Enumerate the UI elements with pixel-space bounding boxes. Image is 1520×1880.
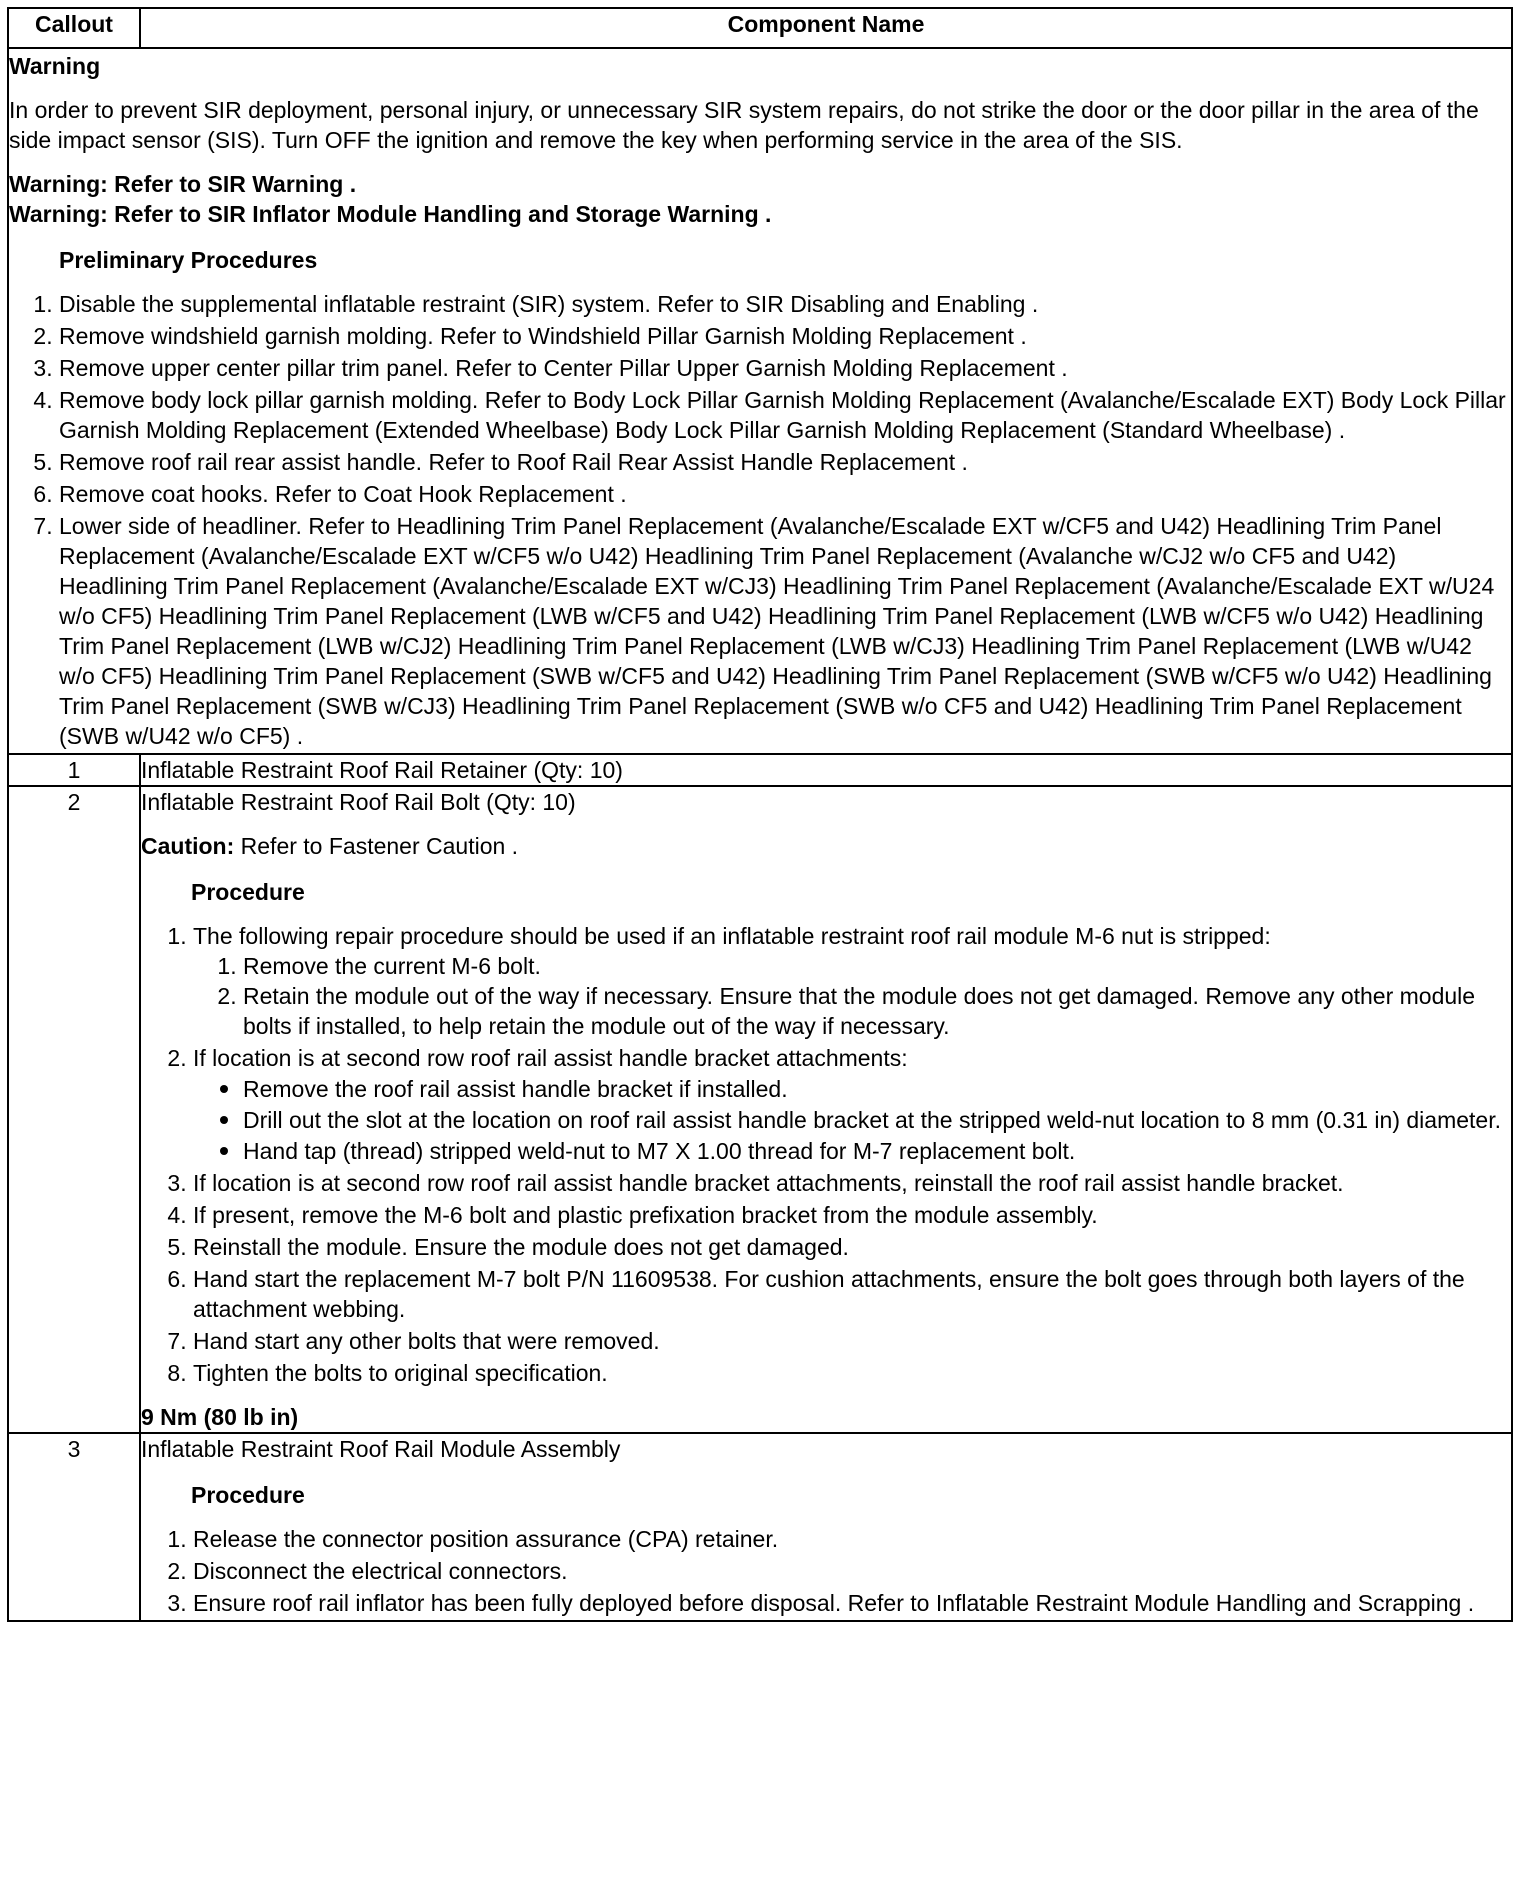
procedure-step-text: If location is at second row roof rail assist handle bracket attachments: <box>193 1045 908 1071</box>
bullet-item: • Remove the roof rail assist handle bracket if installed. <box>243 1073 1511 1104</box>
header-callout: Callout <box>8 8 140 48</box>
preliminary-procedures-title: Preliminary Procedures <box>59 247 318 273</box>
procedure-step: 5. Reinstall the module. Ensure the module does not get damaged. <box>193 1232 1511 1262</box>
procedure-step <box>193 921 1511 1041</box>
warning-ref-sir: Warning: Refer to SIR Warning . <box>9 171 357 197</box>
intro-row <box>8 48 1512 754</box>
header-component-name: Component Name <box>140 8 1512 48</box>
prelim-step: 4. Remove body lock pillar garnish molding. Refer to Body Lock Pillar Garnish Molding Replacement (Avalanche/Escalade EXT) Body Lock Pillar Garnish Molding Replacement (Extended Wheelbase) Body Lock Pillar Garnish Molding Replacement (Standard Wheelbase) . <box>59 385 1511 445</box>
procedure-step: 3. If location is at second row roof rail assist handle bracket attachments, reinstall the roof rail assist handle bracket. <box>193 1168 1511 1198</box>
bullet-item: • Hand tap (thread) stripped weld-nut to M7 X 1.00 thread for M-7 replacement bolt. <box>243 1135 1511 1166</box>
warning-text: In order to prevent SIR deployment, personal injury, or unnecessary SIR system repairs, do not strike the door or the door pillar in the area of the side impact sensor (SIS). Turn OFF the ignition and remove the key when performing service in the area of the SIS. <box>9 97 1479 153</box>
bullet-list <box>193 1073 1511 1166</box>
warning-references <box>9 169 1511 229</box>
callout-1: 1 <box>8 754 140 786</box>
procedure-step-text: The following repair procedure should be used if an inflatable restraint roof rail module M-6 nut is stripped: <box>193 923 1271 949</box>
prelim-step: 5. Remove roof rail rear assist handle. Refer to Roof Rail Rear Assist Handle Replacement . <box>59 447 1511 477</box>
procedure-step: 4. If present, remove the M-6 bolt and plastic prefixation bracket from the module assembly. <box>193 1200 1511 1230</box>
caution-line <box>141 831 1511 861</box>
procedure-step: 8. Tighten the bolts to original specification. <box>193 1358 1511 1388</box>
warning-title: Warning <box>9 53 101 79</box>
bullet-item: • Drill out the slot at the location on roof rail assist handle bracket at the stripped weld-nut location to 8 mm (0.31 in) diameter. <box>243 1104 1511 1135</box>
intro-cell <box>8 48 1512 754</box>
procedure-step: 7. Hand start any other bolts that were removed. <box>193 1326 1511 1356</box>
sub-step: 1. Remove the current M-6 bolt. <box>243 951 1511 981</box>
procedure-step: 6. Hand start the replacement M-7 bolt P/N 11609538. For cushion attachments, ensure the bolt goes through both layers of the attachment webbing. <box>193 1264 1511 1324</box>
procedure-step: 3. Ensure roof rail inflator has been fully deployed before disposal. Refer to Inflatable Restraint Module Handling and Scrapping . <box>193 1588 1511 1618</box>
component-table <box>7 7 1513 1622</box>
caution-text: Refer to Fastener Caution . <box>234 833 519 859</box>
component-name-2: Inflatable Restraint Roof Rail Bolt (Qty: 10) <box>141 789 576 815</box>
component-name-3: Inflatable Restraint Roof Rail Module Assembly <box>141 1436 621 1462</box>
procedure-title-3: Procedure <box>191 1482 305 1508</box>
header-row <box>8 8 1512 48</box>
torque-spec: 9 Nm (80 lb in) <box>141 1404 299 1430</box>
procedure-steps-2 <box>141 921 1511 1388</box>
callout-2: 2 <box>8 786 140 1433</box>
prelim-step: 1. Disable the supplemental inflatable restraint (SIR) system. Refer to SIR Disabling and Enabling . <box>59 289 1511 319</box>
sub-steps <box>193 951 1511 1041</box>
component-cell-3 <box>140 1433 1512 1621</box>
prelim-step: 6. Remove coat hooks. Refer to Coat Hook Replacement . <box>59 479 1511 509</box>
procedure-step: 2. Disconnect the electrical connectors. <box>193 1556 1511 1586</box>
procedure-step <box>193 1043 1511 1166</box>
preliminary-steps <box>9 289 1511 751</box>
prelim-step: 2. Remove windshield garnish molding. Refer to Windshield Pillar Garnish Molding Replacement . <box>59 321 1511 351</box>
table-row-2 <box>8 786 1512 1433</box>
component-cell-2 <box>140 786 1512 1433</box>
table-row-3 <box>8 1433 1512 1621</box>
prelim-step: 7. Lower side of headliner. Refer to Headlining Trim Panel Replacement (Avalanche/Escalade EXT w/CF5 and U42) Headlining Trim Panel Replacement (Avalanche/Escalade EXT w/CF5 w/o U42) Headlining Trim Panel Replacement (Avalanche w/CJ2 w/o CF5 and U42) Headlining Trim Panel Replacement (Avalanche/Escalade EXT w/CJ3) Headlining Trim Panel Replacement (Avalanche/Escalade EXT w/U24 w/o CF5) Headlining Trim Panel Replacement (LWB w/CF5 and U42) Headlining Trim Panel Replacement (LWB w/CF5 w/o U42) Headlining Trim Panel Replacement (LWB w/CJ2) Headlining Trim Panel Replacement (LWB w/CJ3) Headlining Trim Panel Replacement (LWB w/U42 w/o CF5) Headlining Trim Panel Replacement (SWB w/CF5 and U42) Headlining Trim Panel Replacement (SWB w/CF5 w/o U42) Headlining Trim Panel Replacement (SWB w/CJ3) Headlining Trim Panel Replacement (SWB w/o CF5 and U42) Headlining Trim Panel Replacement (SWB w/U42 w/o CF5) . <box>59 511 1511 751</box>
table-row-1 <box>8 754 1512 786</box>
prelim-step: 3. Remove upper center pillar trim panel. Refer to Center Pillar Upper Garnish Molding Replacement . <box>59 353 1511 383</box>
caution-label: Caution: <box>141 833 235 859</box>
procedure-steps-3 <box>141 1524 1511 1618</box>
procedure-step: 1. Release the connector position assurance (CPA) retainer. <box>193 1524 1511 1554</box>
callout-3: 3 <box>8 1433 140 1621</box>
procedure-title-2: Procedure <box>191 879 305 905</box>
warning-ref-inflator: Warning: Refer to SIR Inflator Module Handling and Storage Warning . <box>9 201 772 227</box>
component-name-1: Inflatable Restraint Roof Rail Retainer (Qty: 10) <box>140 754 1512 786</box>
sub-step: 2. Retain the module out of the way if necessary. Ensure that the module does not get damaged. Remove any other module bolts if installed, to help retain the module out of the way if necessary. <box>243 981 1511 1041</box>
